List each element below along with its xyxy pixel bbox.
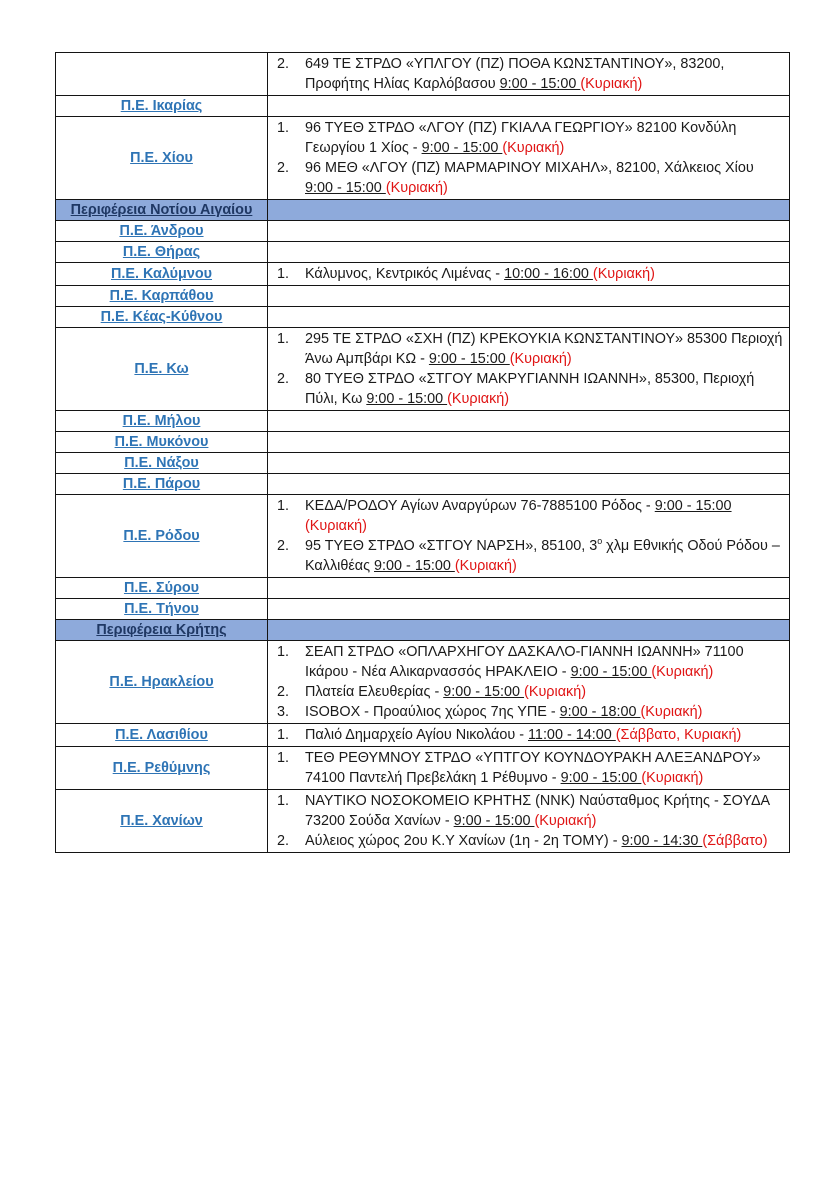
unit-name-cell [56,221,268,242]
table-row [56,578,790,599]
locations-cell [268,453,790,474]
text-segment-plain: Κάλυμνος, Κεντρικός Λιμένας - [305,266,505,282]
text-segment-time: 9:00 - 15:00 [421,140,503,156]
locations-cell [268,620,790,641]
location-items-list [268,641,789,723]
location-item-number: 2. [277,160,290,176]
table-row [56,432,790,453]
table-row [56,263,790,286]
text-segment-red: (Κυριακή) [305,518,367,534]
text-segment-plain: 649 ΤΕ ΣΤΡΔΟ «ΥΠΛΓΟΥ (ΠΖ) ΠΟΘΑ ΚΩΝΣΤΑΝΤΙΝΟΥ», 83200, Προφήτης Ηλίας Καρλόβασου [305,56,725,92]
text-segment-time: 9:00 - 15:00 [443,684,525,700]
unit-name-cell [56,578,268,599]
location-item-text [305,158,783,198]
unit-name-cell [56,411,268,432]
table-row [56,221,790,242]
location-item-text [305,496,783,536]
locations-cell [268,724,790,747]
text-segment-plain: ΝΑΥΤΙΚΟ ΝΟΣΟΚΟΜΕΙΟ ΚΡΗΤΗΣ (ΝΝΚ) Ναύσταθμος Κρήτης - ΣΟΥΔΑ 73200 Σούδα Χανίων - [305,793,770,829]
locations-cell [268,117,790,200]
text-segment-plain: ΤΕΘ ΡΕΘΥΜΝΟΥ ΣΤΡΔΟ «ΥΠΤΓΟΥ ΚΟΥΝΔΟΥΡΑΚΗ ΑΛΕΞΑΝΔΡΟΥ» 74100 Παντελή Πρεβελάκη 1 Ρέθυμνο - [305,750,761,786]
location-item-text [305,791,783,831]
location-item [277,329,783,369]
unit-link[interactable]: Π.Ε. Ικαρίας [120,98,203,114]
location-item-number: 2. [277,684,290,700]
unit-link[interactable]: Π.Ε. Καλύμνου [110,266,213,282]
location-item-number: 1. [277,120,290,136]
location-item-text [305,369,783,409]
location-item [277,748,783,788]
location-items-list [268,747,789,789]
text-segment-time: 9:00 - 15:00 [560,770,642,786]
text-segment-plain: Παλιό Δημαρχείο Αγίου Νικολάου - [305,727,528,743]
unit-link[interactable]: Π.Ε. Κω [134,361,189,377]
unit-link[interactable]: Π.Ε. Ρεθύμνης [112,760,211,776]
unit-name-cell [56,747,268,790]
text-segment-plain: Πλατεία Ελευθερίας - [305,684,444,700]
unit-link[interactable]: Π.Ε. Μυκόνου [114,434,209,450]
table-row [56,641,790,724]
region-header-label: Περιφέρεια Κρήτης [96,622,227,638]
location-item-number: 2. [277,538,290,554]
location-items-list [268,263,789,285]
text-segment-red: (Σάββατο, Κυριακή) [615,727,742,743]
location-item-text [305,702,783,722]
text-segment-plain: 96 ΤΥΕΘ ΣΤΡΔΟ «ΛΓΟΥ (ΠΖ) ΓΚΙΑΛΑ ΓΕΩΡΓΙΟΥ» 82100 Κονδύλη Γεωργίου 1 Χίος - [305,120,737,156]
location-item [277,831,783,851]
text-segment-red: (Κυριακή) [640,704,703,720]
unit-name-cell [56,790,268,853]
text-segment-red: (Κυριακή) [534,813,597,829]
text-segment-red: (Κυριακή) [641,770,704,786]
table-row [56,411,790,432]
unit-link[interactable]: Π.Ε. Θήρας [122,244,201,260]
locations-cell [268,411,790,432]
text-segment-red: (Κυριακή) [502,140,565,156]
location-item-text [305,536,783,576]
unit-link[interactable]: Π.Ε. Νάξου [124,455,199,471]
locations-cell [268,307,790,328]
unit-link[interactable]: Π.Ε. Λασιθίου [115,727,208,743]
unit-name-cell [56,432,268,453]
location-item-number: 1. [277,266,290,282]
location-item [277,642,783,682]
text-segment-time: 10:00 - 16:00 [504,266,593,282]
table-row [56,790,790,853]
table-row [56,96,790,117]
locations-cell [268,328,790,411]
text-segment-time: 11:00 - 14:00 [528,727,616,743]
location-item [277,369,783,409]
text-segment-plain: Αύλειος χώρος 2ου Κ.Υ Χανίων (1η - 2η ΤΟΜΥ) - [305,833,622,849]
table-row [56,242,790,263]
location-item-number: 2. [277,833,290,849]
location-item-number: 1. [277,793,290,809]
table-row [56,747,790,790]
location-item-text [305,682,783,702]
locations-cell [268,286,790,307]
location-item-text [305,725,783,745]
location-item-text [305,642,783,682]
table-row [56,307,790,328]
unit-link[interactable]: Π.Ε. Κέας-Κύθνου [100,309,223,325]
unit-name-cell [56,495,268,578]
location-item [277,791,783,831]
text-segment-time: 9:00 - 15:00 [366,391,448,407]
text-segment-plain: ISOBOX - Προαύλιος χώρος 7ης ΥΠΕ - [305,704,560,720]
location-item-number: 2. [277,371,290,387]
locations-cell [268,599,790,620]
location-item [277,118,783,158]
unit-link[interactable]: Π.Ε. Καρπάθου [109,288,214,304]
locations-cell [268,747,790,790]
location-item-number: 1. [277,644,290,660]
unit-name-cell [56,53,268,96]
table-row [56,53,790,96]
unit-name-cell [56,641,268,724]
location-item-number: 1. [277,727,290,743]
location-item-text [305,748,783,788]
unit-link[interactable]: Π.Ε. Μήλου [122,413,201,429]
location-items-list [268,495,789,577]
location-item [277,158,783,198]
locations-cell [268,96,790,117]
location-item-number: 1. [277,331,290,347]
location-item-number: 1. [277,750,290,766]
unit-link[interactable]: Π.Ε. Ηρακλείου [109,674,214,690]
location-item [277,682,783,702]
text-segment-time: 9:00 - 15:00 [453,813,535,829]
locations-cell [268,263,790,286]
locations-cell [268,790,790,853]
locations-cell [268,474,790,495]
unit-link[interactable]: Π.Ε. Τήνου [124,601,199,617]
unit-link[interactable]: Π.Ε. Ρόδου [123,528,200,544]
region-header-label: Περιφέρεια Νοτίου Αιγαίου [70,202,253,218]
text-segment-time: 9:00 - 15:00 [374,558,455,574]
text-segment-time: 9:00 - 15:00 [305,180,386,196]
location-item [277,725,783,745]
text-segment-red: (Κυριακή) [447,391,510,407]
unit-name-cell [56,242,268,263]
table-row [56,495,790,578]
location-item-text [305,831,783,851]
location-item-number: 3. [277,704,290,720]
table-row [56,117,790,200]
locations-cell [268,53,790,96]
location-item [277,54,783,94]
text-segment-plain: ΚΕΔΑ/ΡΟΔΟΥ Αγίων Αναργύρων 76-7885100 Ρόδος - [305,498,655,514]
text-segment-time: 9:00 - 15:00 [654,498,732,514]
text-segment-plain: 80 ΤΥΕΘ ΣΤΡΔΟ «ΣΤΓΟΥ ΜΑΚΡΥΓΙΑΝΝΗ ΙΩΑΝΝΗ», 85300, Περιοχή Πύλι, Κω [305,371,755,407]
unit-link[interactable]: Π.Ε. Σύρου [123,580,200,596]
location-items-list [268,117,789,199]
location-item-text [305,329,783,369]
unit-name-cell [56,328,268,411]
text-segment-time: 9:00 - 18:00 [559,704,641,720]
text-segment-red: (Κυριακή) [509,351,572,367]
unit-name-cell [56,474,268,495]
location-item [277,702,783,722]
locations-table [55,52,790,853]
locations-cell [268,432,790,453]
unit-link[interactable]: Π.Ε. Πάρου [122,476,201,492]
location-item-text [305,264,783,284]
locations-cell [268,495,790,578]
region-header-row [56,200,790,221]
location-items-list [268,724,789,746]
region-header-cell [56,200,268,221]
locations-cell [268,200,790,221]
location-items-list [268,53,789,95]
table-row [56,328,790,411]
unit-name-cell [56,286,268,307]
table-row [56,474,790,495]
locations-cell [268,578,790,599]
location-items-list [268,790,789,852]
location-item [277,536,783,576]
region-header-row [56,620,790,641]
text-segment-red: (Κυριακή) [580,76,643,92]
text-segment-time: 9:00 - 15:00 [499,76,581,92]
unit-name-cell [56,307,268,328]
table-row [56,286,790,307]
text-segment-sup: ο [597,536,603,547]
text-segment-red: (Κυριακή) [651,664,714,680]
region-header-cell [56,620,268,641]
location-item [277,496,783,536]
unit-link[interactable]: Π.Ε. Χίου [130,150,193,166]
locations-cell [268,242,790,263]
table-row [56,599,790,620]
unit-name-cell [56,263,268,286]
text-segment-plain: 95 ΤΥΕΘ ΣΤΡΔΟ «ΣΤΓΟΥ ΝΑΡΣΗ», 85100, 3 [305,538,598,554]
location-items-list [268,328,789,410]
location-item-number: 1. [277,498,290,514]
text-segment-red: (Κυριακή) [524,684,587,700]
text-segment-plain: 96 ΜΕΘ «ΛΓΟΥ (ΠΖ) ΜΑΡΜΑΡΙΝΟΥ ΜΙΧΑΗΛ», 82100, Χάλκειος Χίου [305,160,754,176]
text-segment-plain: 295 ΤΕ ΣΤΡΔΟ «ΣΧΗ (ΠΖ) ΚΡΕΚΟΥΚΙΑ ΚΩΝΣΤΑΝΤΙΝΟΥ» 85300 Περιοχή Άνω Αμπβάρι ΚΩ - [305,331,783,367]
location-item [277,264,783,284]
location-item-text [305,118,783,158]
text-segment-red: (Σάββατο) [702,833,768,849]
table-row [56,453,790,474]
text-segment-time: 9:00 - 14:30 [621,833,703,849]
location-item-text [305,54,783,94]
location-item-number: 2. [277,56,290,72]
text-segment-red: (Κυριακή) [592,266,655,282]
text-segment-plain: ΣΕΑΠ ΣΤΡΔΟ «ΟΠΛΑΡΧΗΓΟΥ ΔΑΣΚΑΛΟ-ΓΙΑΝΝΗ ΙΩΑΝΝΗ» 71100 Ικάρου - Νέα Αλικαρνασσός ΗΡΑΚΛΕΙΟ - [305,644,744,680]
unit-name-cell [56,96,268,117]
locations-table-body [56,53,790,853]
unit-name-cell [56,453,268,474]
text-segment-red: (Κυριακή) [454,558,517,574]
text-segment-red: (Κυριακή) [385,180,448,196]
unit-name-cell [56,117,268,200]
text-segment-time: 9:00 - 15:00 [570,664,652,680]
unit-link[interactable]: Π.Ε. Χανίων [120,813,203,829]
unit-name-cell [56,724,268,747]
unit-name-cell [56,599,268,620]
text-segment-time: 9:00 - 15:00 [428,351,510,367]
unit-link[interactable]: Π.Ε. Άνδρου [119,223,204,239]
text-segment-plain: χλμ Εθνικής Οδού Ρόδου – Καλλιθέας [305,538,780,574]
locations-cell [268,641,790,724]
table-row [56,724,790,747]
locations-cell [268,221,790,242]
